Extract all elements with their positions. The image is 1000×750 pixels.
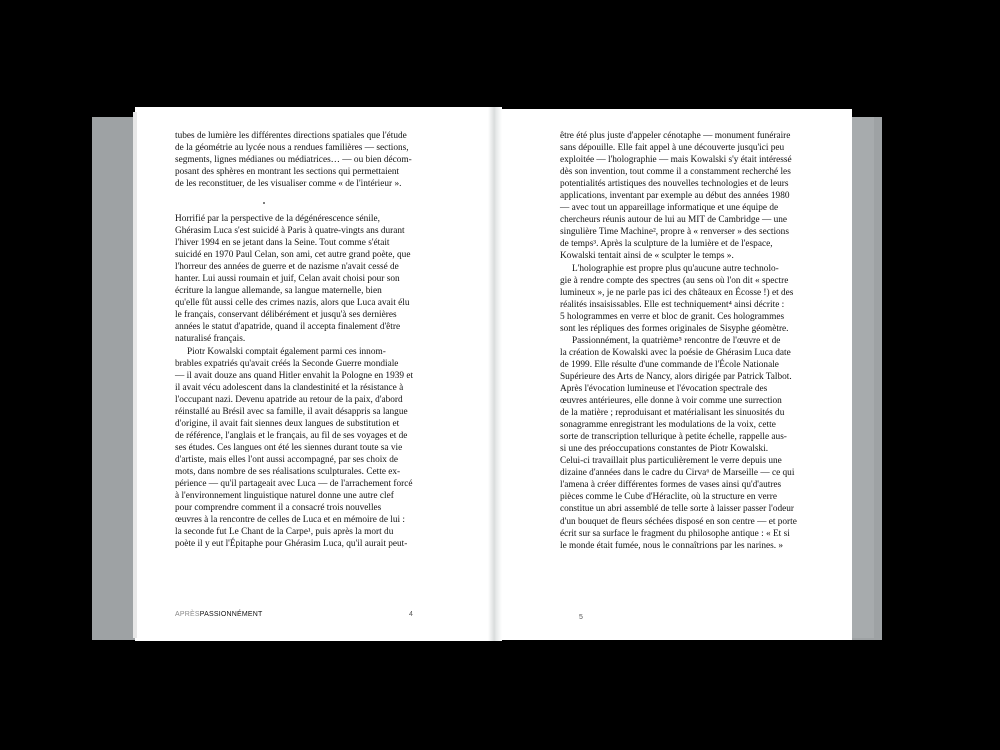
section-separator-dot bbox=[263, 202, 265, 204]
text-line: L'holographie est propre plus qu'aucune autre technolo- bbox=[572, 263, 779, 274]
text-line: mots, dans nombre de ses réalisations sculpturales. Cette ex- bbox=[175, 466, 401, 477]
text-line: l'horreur des années de guerre et de nazisme n'avait cessé de bbox=[175, 262, 399, 273]
text-line: potentialités artistiques des nouvelles technologies et de leurs bbox=[560, 179, 789, 190]
text-line: ses études. Ces langues ont été les siennes durant toute sa vie bbox=[175, 442, 403, 453]
text-line: d'artiste, mais elles l'ont aussi accompagné, par ses choix de bbox=[175, 454, 399, 465]
text-line: pour comprendre comment il a consacré trois nouvelles bbox=[175, 503, 382, 514]
footer-title: PASSIONNÉMENT bbox=[199, 611, 263, 618]
text-line: gie à rendre compte des spectres (au sens où l'on dit « spectre bbox=[560, 275, 789, 286]
text-line: applications, inventant par exemple au début des années 1980 bbox=[560, 191, 790, 202]
text-line: dès son invention, tout comme il a constamment recherché les bbox=[560, 167, 791, 178]
left-paragraph-1 bbox=[175, 130, 412, 190]
text-line: chercheurs réunis autour de lui au MIT de Cambridge — une bbox=[560, 215, 788, 226]
text-line: l'amena à créer différentes formes de vases ainsi qu'd'autres bbox=[560, 480, 782, 491]
text-line: le français, conservant délibérément et jusqu'à ses dernières bbox=[175, 310, 397, 321]
text-line: singulière Time Machine², propre à « renverser » des sections bbox=[560, 227, 789, 238]
text-line: sorte de transcription tellurique à petite échelle, rappelle aus- bbox=[560, 432, 787, 443]
text-line: Horrifié par la perspective de la dégénérescence sénile, bbox=[175, 214, 380, 224]
text-line: 5 hologrammes en verre et bloc de granit. Ces hologrammes bbox=[560, 311, 785, 322]
text-line: il avait vécu adolescent dans la clandestinité et la résistance à bbox=[175, 382, 404, 393]
text-line: poète il y eut l'Épitaphe pour Ghérasim Luca, qu'il aurait peut- bbox=[175, 539, 408, 550]
text-line: qu'elle fût aussi celle des crimes nazis, alors que Luca avait élu bbox=[175, 298, 410, 309]
text-line: de 1999. Elle résulte d'une commande de l'École Nationale bbox=[560, 359, 779, 370]
page-edge bbox=[133, 112, 137, 638]
text-line: réalités insaisissables. Elle est techniquement⁴ ainsi décrite : bbox=[560, 299, 785, 310]
text-line: années le statut d'apatride, quand il accepta finalement d'être bbox=[175, 322, 401, 333]
text-line: de temps³. Après la sculpture de la lumière et de l'espace, bbox=[560, 239, 773, 250]
text-line: tubes de lumière les différentes directions spatiales que l'étude bbox=[175, 131, 407, 141]
text-line: brables expatriés qu'avait créés la Seconde Guerre mondiale bbox=[175, 358, 399, 369]
text-line: le monde était fumée, nous le connaîtrions par les narines. » bbox=[560, 540, 784, 551]
text-line: de la matière ; reproduisant et matérialisant les sinuosités du bbox=[560, 408, 785, 419]
text-line: œuvres à la rencontre de celles de Luca et en mémoire de lui : bbox=[175, 515, 405, 526]
text-line: de référence, l'anglais et le français, au fil de ses voyages et de bbox=[175, 430, 408, 441]
text-line: la création de Kowalski avec la poésie de Ghérasim Luca date bbox=[560, 347, 791, 358]
text-line: posant des sphères en montrant les sections qui permettaient bbox=[175, 167, 400, 178]
running-footer bbox=[175, 611, 263, 618]
text-line: sont les répliques des formes originales de Sisyphe géomètre. bbox=[560, 323, 789, 334]
text-line: être été plus juste d'appeler cénotaphe — monument funéraire bbox=[560, 131, 791, 141]
text-line: la seconde fut Le Chant de la Carpe¹, puis après la mort du bbox=[175, 527, 394, 538]
text-line: Piotr Kowalski comptait également parmi ces innom- bbox=[187, 346, 386, 357]
text-line: constitue un abri assemblé de telle sorte à laisser passer l'odeur bbox=[560, 504, 795, 515]
text-line: écriture la langue allemande, sa langue maternelle, bien bbox=[175, 286, 382, 297]
text-line: segments, lignes médianes ou médiatrices… — ou bien décom- bbox=[175, 155, 412, 166]
text-line: œuvres antérieures, elle donne à voir comme une surrection bbox=[560, 396, 782, 407]
text-line: — avec tout un appareillage informatique et une équipe de bbox=[560, 203, 779, 214]
text-line: l'occupant nazi. Devenu apatride au retour de la paix, d'abord bbox=[175, 394, 403, 405]
text-line: hanter. Lui aussi roumain et juif, Celan avait choisi pour son bbox=[175, 274, 400, 285]
text-line: sonagramme enregistrant les modulations de la voix, cette bbox=[560, 420, 776, 431]
text-line: naturalisé français. bbox=[175, 334, 246, 345]
text-line: Après l'évocation lumineuse et l'évocation spectrale des bbox=[560, 383, 768, 394]
page-number-left: 4 bbox=[409, 611, 414, 618]
text-line: réinstallé au Brésil avec sa famille, il avait désappris sa langue bbox=[175, 406, 408, 417]
text-line: écrit sur sa surface le fragment du philosophe antique : « Et si bbox=[560, 528, 790, 539]
page-number-right: 5 bbox=[579, 614, 584, 621]
text-line: pièces comme le Cube d'Héraclite, où la structure en verre bbox=[560, 492, 777, 503]
text-line: Ghérasim Luca s'est suicidé à Paris à quatre-vingts ans durant bbox=[175, 226, 405, 237]
text-line: Supérieure des Arts de Nancy, alors dirigée par Patrick Talbot. bbox=[560, 371, 792, 382]
left-page bbox=[135, 107, 495, 641]
text-line: sans dépouille. Elle fait appel à une découverte jusqu'ici peu bbox=[560, 143, 785, 154]
text-line: Passionnément, la quatrième⁵ rencontre de l'œuvre et de bbox=[572, 335, 781, 346]
text-line: Kowalski tentait ainsi de « sculpter le temps ». bbox=[560, 251, 734, 262]
text-line: de les reconstituer, de les visualiser comme « de l'intérieur ». bbox=[175, 179, 402, 190]
text-line: d'origine, il avait fait siennes deux langues de substitution et bbox=[175, 418, 400, 429]
book-gutter bbox=[488, 107, 502, 641]
text-line: suicidé en 1970 Paul Celan, son ami, cet autre grand poète, que bbox=[175, 250, 411, 261]
text-line: dizaine d'années dans le cadre du Cirva⁶ de Marseille — ce qui bbox=[560, 468, 795, 479]
text-line: l'hiver 1994 en se jetant dans la Seine. Tout comme s'était bbox=[175, 238, 390, 249]
right-page bbox=[497, 109, 852, 640]
text-line: de la géométrie au lycée nous a rendues familières — sections, bbox=[175, 143, 409, 154]
text-line: Celui-ci travaillait plus particulièrement le verre depuis une bbox=[560, 456, 782, 467]
left-paragraph-2-3 bbox=[175, 213, 413, 550]
text-line: exploitée — l'holographie — mais Kowalski s'y était intéressé bbox=[560, 155, 792, 166]
right-text-block bbox=[560, 130, 797, 552]
text-line: à l'environnement linguistique naturel donne une autre clef bbox=[175, 491, 394, 502]
footer-series-label: APRÈS bbox=[175, 611, 200, 618]
text-line: — il avait douze ans quand Hitler envahit la Pologne en 1939 et bbox=[175, 370, 414, 381]
text-line: lumineux », je ne parle pas ici des châteaux en Écosse !) et des bbox=[560, 287, 794, 298]
text-line: si une des préoccupations constantes de Piotr Kowalski. bbox=[560, 444, 769, 455]
text-line: périence — qu'il partageait avec Luca — de l'arrachement forcé bbox=[175, 479, 413, 490]
text-line: d'un bouquet de fleurs séchées disposé en son centre — et porte bbox=[560, 516, 797, 527]
